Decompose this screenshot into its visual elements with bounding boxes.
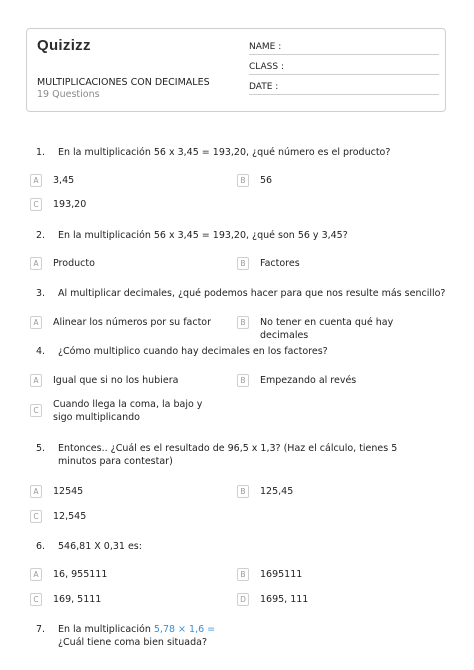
quizizz-logo: Quizizz [37,37,91,54]
question-3: 3. Al multiplicar decimales, ¿qué podemos hacer para que nos resulte más sencillo? [36,288,446,299]
question-count: 19 Questions [37,89,100,100]
name-field[interactable]: NAME : [249,41,439,55]
q2-option-b[interactable]: B Factores [237,257,420,270]
worksheet-title: MULTIPLICACIONES CON DECIMALES [37,77,210,88]
q1-option-a[interactable]: A 3,45 [30,174,213,187]
q6-option-d[interactable]: D 1695, 111 [237,593,420,606]
class-field[interactable]: CLASS : [249,61,439,75]
worksheet-header [26,28,446,112]
q5-option-c[interactable]: C 12,545 [30,510,213,523]
q3-option-a[interactable]: A Alinear los números por su factor [30,316,213,329]
q1-option-c[interactable]: C 193,20 [30,198,213,211]
q5-option-a[interactable]: A 12545 [30,485,213,498]
highlighted-expression: 5,78 × 1,6 = [153,624,216,635]
question-6: 6. 546,81 X 0,31 es: [36,541,142,552]
q4-option-c[interactable]: C Cuando llega la coma, la bajo y sigo multiplicando [30,398,203,424]
date-field[interactable]: DATE : [249,81,439,95]
q6-option-a[interactable]: A 16, 955111 [30,568,213,581]
q4-option-a[interactable]: A Igual que si no los hubiera [30,374,213,387]
question-1: 1. En la multiplicación 56 x 3,45 = 193,20, ¿qué número es el producto? [36,147,391,158]
q3-option-b[interactable]: B No tener en cuenta qué hay decimales [237,316,440,342]
question-2: 2. En la multiplicación 56 x 3,45 = 193,20, ¿qué son 56 y 3,45? [36,230,348,241]
q5-option-b[interactable]: B 125,45 [237,485,420,498]
question-7: 7. En la multiplicación 5,78 × 1,6 = ¿Cuál tiene coma bien situada? [36,624,216,648]
q4-option-b[interactable]: B Empezando al revés [237,374,420,387]
question-4: 4. ¿Cómo multiplico cuando hay decimales en los factores? [36,346,328,357]
q2-option-a[interactable]: A Producto [30,257,213,270]
q6-option-c[interactable]: C 169, 5111 [30,593,213,606]
q1-option-b[interactable]: B 56 [237,174,420,187]
q6-option-b[interactable]: B 1695111 [237,568,420,581]
question-5: 5. Entonces.. ¿Cuál es el resultado de 96,5 x 1,3? (Haz el cálculo, tienes 5 minutos para contestar) [36,443,398,467]
